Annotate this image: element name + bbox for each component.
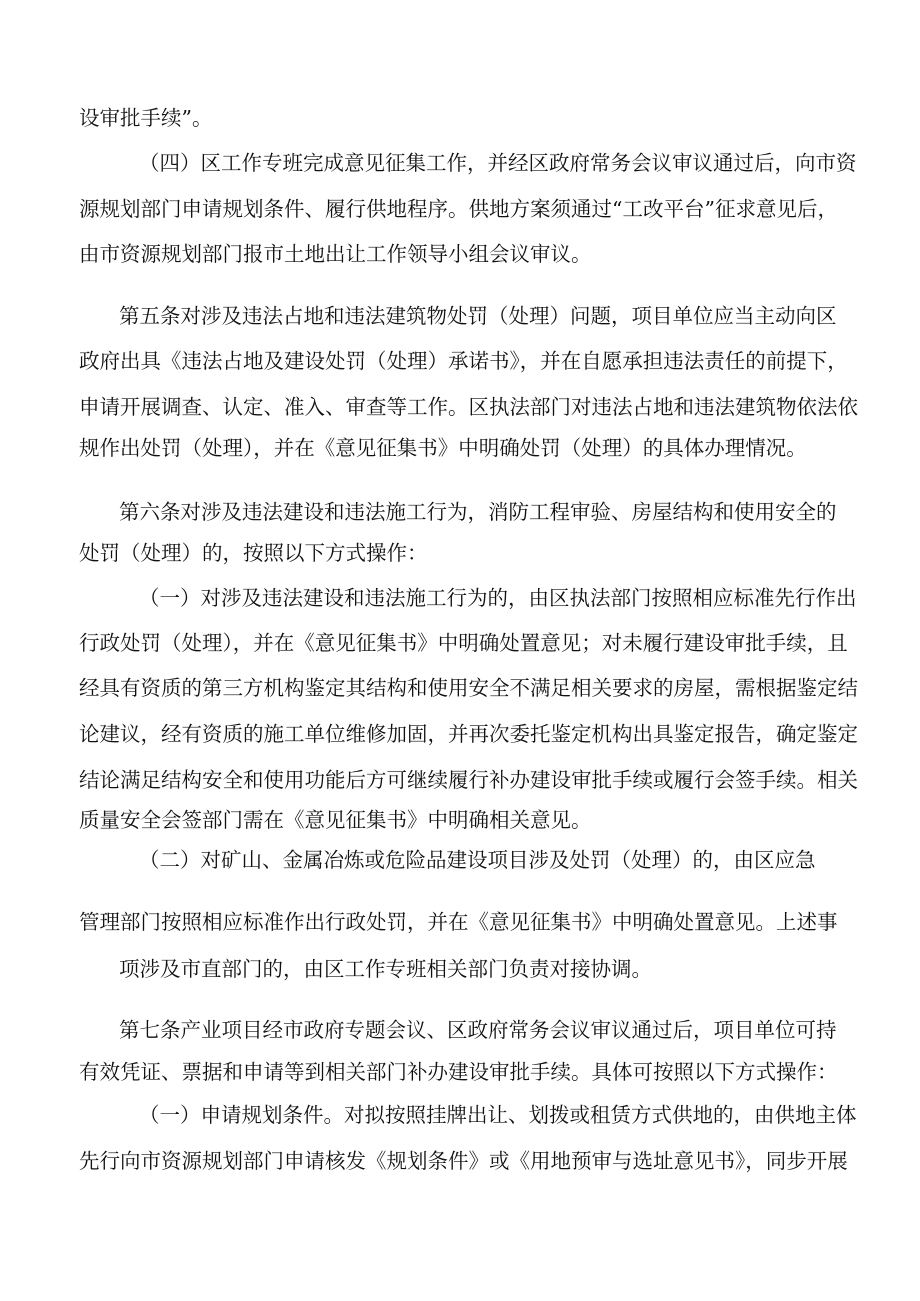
text-line: （一）对涉及违法建设和违法施工行为的，由区执法部门按照相应标准先行作出 xyxy=(139,586,857,610)
text-line: 第七条产业项目经市政府专题会议、区政府常务会议审议通过后，项目单位可持 xyxy=(119,1018,837,1042)
text-line: 第五条对涉及违法占地和违法建筑物处罚（处理）问题，项目单位应当主动向区 xyxy=(119,304,837,328)
text-line: 申请开展调查、认定、准入、审查等工作。区执法部门对违法占地和违法建筑物依法依 xyxy=(79,395,858,419)
text-line: 行政处罚（处理），并在《意见征集书》中明确处置意见；对未履行建设审批手续，且 xyxy=(79,631,848,655)
text-line: 经具有资质的第三方机构鉴定其结构和使用安全不满足相关要求的房屋，需根据鉴定结 xyxy=(79,676,858,700)
text-line: 项涉及市直部门的，由区工作专班相关部门负责对接协调。 xyxy=(119,957,652,981)
text-line: 结论满足结构安全和使用功能后方可继续履行补办建设审批手续或履行会签手续。相关 xyxy=(79,768,858,792)
text-line: （一）申请规划条件。对拟按照挂牌出让、划拨或租赁方式供地的，由供地主体 xyxy=(139,1103,857,1127)
text-line: （四）区工作专班完成意见征集工作，并经区政府常务会议审议通过后，向市资 xyxy=(139,151,857,175)
text-line: （二）对矿山、金属冶炼或危险品建设项目涉及处罚（处理）的，由区应急 xyxy=(139,848,816,872)
text-line: 政府出具《违法占地及建设处罚（处理）承诺书》，并在自愿承担违法责任的前提下， xyxy=(79,349,848,373)
text-line: 由市资源规划部门报市土地出让工作领导小组会议审议。 xyxy=(79,242,592,266)
text-line: 有效凭证、票据和申请等到相关部门补办建设审批手续。具体可按照以下方式操作： xyxy=(79,1060,838,1084)
text-line: 设审批手续”。 xyxy=(79,106,213,130)
text-line: 质量安全会签部门需在《意见征集书》中明确相关意见。 xyxy=(79,808,592,832)
text-line: 论建议，经有资质的施工单位维修加固，并再次委托鉴定机构出具鉴定报告，确定鉴定 xyxy=(79,722,858,746)
text-line: 第六条对涉及违法建设和违法施工行为，消防工程审验、房屋结构和使用安全的 xyxy=(119,500,837,524)
text-line: 规作出处罚（处理），并在《意见征集书》中明确处罚（处理）的具体办理情况。 xyxy=(79,436,807,460)
text-line: 管理部门按照相应标准作出行政处罚，并在《意见征集书》中明确处置意见。上述事 xyxy=(79,910,838,934)
text-line: 源规划部门申请规划条件、履行供地程序。供地方案须通过“工改平台”征求意见后， xyxy=(79,197,838,221)
text-line: 先行向市资源规划部门申请核发《规划条件》或《用地预审与选址意见书》，同步开展 xyxy=(79,1149,848,1173)
text-line: 处罚（处理）的，按照以下方式操作： xyxy=(79,541,428,565)
